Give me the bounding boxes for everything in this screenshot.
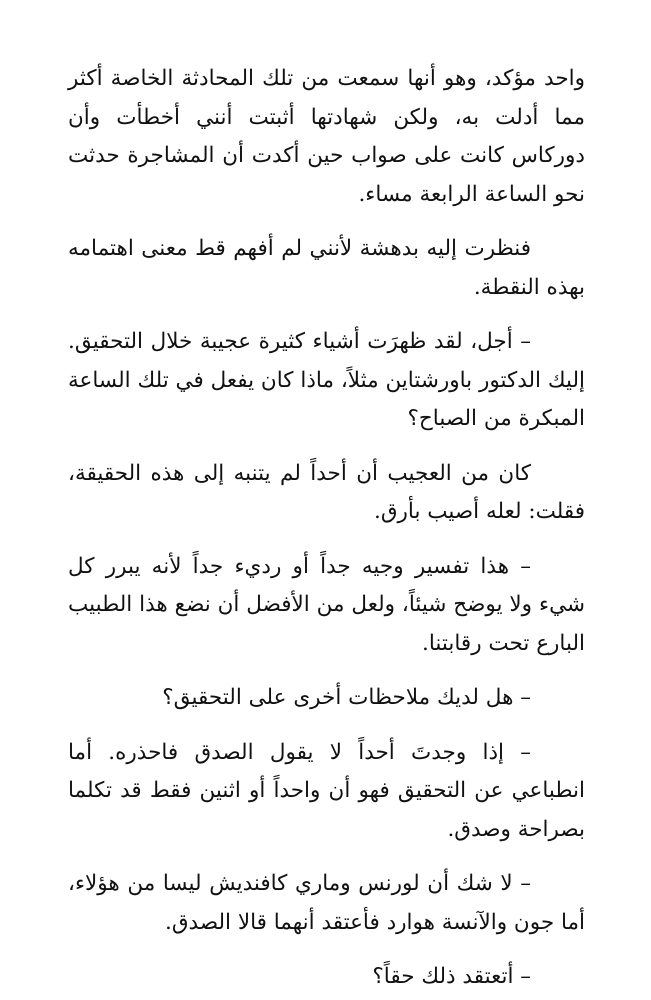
paragraph-7: – إذا وجدتَ أحداً لا يقول الصدق فاحذره. أما انطباعي عن التحقيق فهو أن واحداً أو اثنين فقط قد تكلما بصراحة وصدق. — [68, 739, 585, 842]
paragraph-2: فنظرت إليه بدهشة لأنني لم أفهم قط معنى اهتمامه بهذه النقطة. — [68, 236, 585, 300]
paragraph-4: كان من العجيب أن أحداً لم يتنبه إلى هذه الحقيقة، فقلت: لعله أصيب بأرق. — [68, 460, 585, 524]
paragraph-9: – أتعتقد ذلك حقاً؟ — [372, 964, 531, 989]
paragraph-6: – هل لديك ملاحظات أخرى على التحقيق؟ — [162, 685, 531, 710]
paragraph-1: واحد مؤكد، وهو أنها سمعت من تلك المحادثة الخاصة أكثر مما أدلت به، ولكن شهادتها أثبتت أنني أخطأت وأن دوركاس كانت على صواب حين أكدت أن المشاجرة حدثت نحو الساعة الرابعة مساء. — [68, 66, 585, 207]
paragraph-5: – هذا تفسير وجيه جداً أو رديء جداً لأنه يبرر كل شيء ولا يوضح شيئاً، ولعل من الأفضل أن نضع هذا الطبيب البارع تحت رقابتنا. — [68, 553, 585, 656]
paragraph-8: – لا شك أن لورنس وماري كافنديش ليسا من هؤلاء، أما جون والآنسة هوارد فأعتقد أنهما قالا الصدق. — [68, 871, 585, 935]
paragraph-3: – أجل، لقد ظهرَت أشياء كثيرة عجيبة خلال التحقيق. إليك الدكتور باورشتاين مثلاً، ماذا كان يفعل في تلك الساعة المبكرة من الصباح؟ — [68, 329, 585, 431]
